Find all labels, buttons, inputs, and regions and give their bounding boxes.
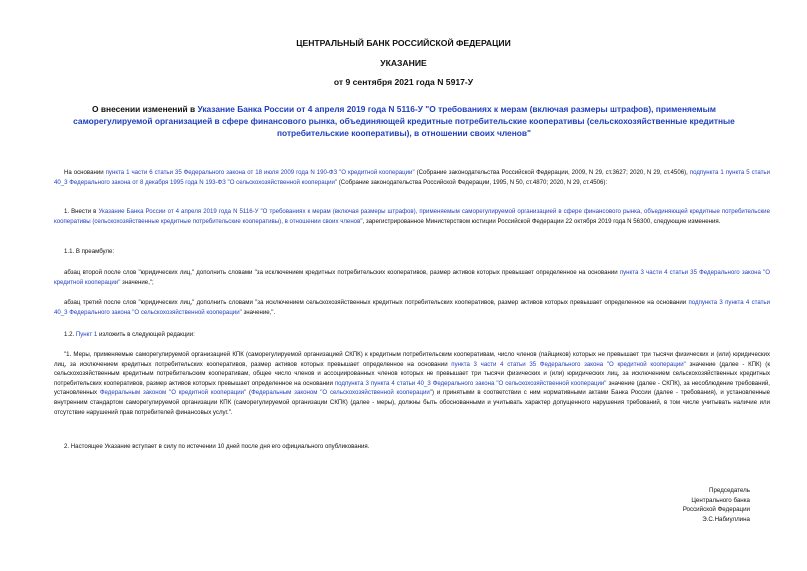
link-fz-credit-coop[interactable]: Федеральным законом "О кредитной кооперации" [99,389,247,397]
signature-block [620,486,750,524]
text: ( [246,389,252,397]
paragraph-1-2 [54,330,770,340]
link-p3-ch4-st35-b[interactable]: пункта 3 части 4 статьи 35 Федерального закона "О кредитной кооперации" [451,360,686,368]
text: 1. Внести в [64,208,99,215]
signature-line: Российской Федерации [682,506,750,514]
signature-line: Председатель [709,487,750,494]
text: абзац второй после слов "юридических лиц," дополнить словами "за исключением кредитных потребительских кооперативов, размер активов которых превышает определенное на основании [64,269,620,276]
document-type: УКАЗАНИЕ [380,58,427,68]
text: значение,". [241,308,276,316]
paragraph-2: 2. Настоящее Указание вступает в силу по истечении 10 дней после дня его официального опубликования. [64,443,370,450]
paragraph-1-1: 1.1. В преамбуле: [64,248,115,255]
subject-text: О внесении изменений в [92,104,198,114]
link-punkt-1[interactable]: Пункт 1 [75,331,98,338]
text: изложить в следующей редакции: [97,331,195,338]
subject-link[interactable]: Указание Банка России от 4 апреля 2019 года N 5116-У "О требованиях к мерам (включая размеры штрафов), применяемым саморегулируемой организацией в сфере финансового рынка, объединяющей кредитные потребительские кооперативы (сельскохозяйственные кредитные потребительские кооперативы), в отношении своих членов" [73,104,735,139]
link-fz-agri-coop[interactable]: Федеральным законом "О сельскохозяйственной кооперации" [251,389,432,397]
document-subject [54,103,754,140]
text: 1.2. [64,331,76,338]
link-p3-ch4-st35[interactable]: пункта 3 части 4 статьи 35 Федерального закона "О кредитной кооперации" [54,269,770,286]
link-law-190fz[interactable]: пункта 1 части 6 статьи 35 Федерального закона от 18 июля 2009 года N 190-ФЗ "О кредитной кооперации" [105,169,415,176]
paragraph-1-1-a [54,268,770,287]
paragraph-1 [54,207,770,226]
paragraph-basis [54,168,770,187]
paragraph-1-1-b [54,298,770,317]
paragraph-new-punkt-1 [54,350,770,417]
link-law-193fz[interactable]: подпункта 1 пункта 5 статьи 40_3 Федерального закона от 8 декабря 1995 года N 193-ФЗ "О сельскохозяйственной кооперации" [54,169,770,186]
text: абзац третий после слов "юридических лиц," дополнить словами "за исключением сельскохозяйственных кредитных потребительских кооперативов, размер активов которых превышает определенное на основании [64,299,689,306]
issuer-heading: ЦЕНТРАЛЬНЫЙ БАНК РОССИЙСКОЙ ФЕДЕРАЦИИ [296,38,511,48]
text: значение (далее - СКПК), за несоблюдение требований, установленных [54,379,771,397]
link-pp3-p4-st40-3[interactable]: подпункта 3 пункта 4 статьи 40_3 Федерального закона "О сельскохозяйственной кооперации" [54,299,770,316]
text: (Собрание законодательства Российской Федерации, 2009, N 29, ст.3627; 2020, N 29, ст.4506), [414,169,690,176]
text: ) и принятыми в соответствии с ним нормативными актами Банка России (далее - требования), и установленные внутренним стандартом саморегулируемой организации КПК (саморегулируемой организации СКПК) (далее - меры), должны быть обоснованными и учитывать характер допущенного нарушения требований, в том числе учитывать наличие или отсутствие нарушений прав потребителей финансовых услуг.". [54,389,770,416]
document-date-number: от 9 сентября 2021 года N 5917-У [333,77,474,87]
signature-line: Центрального банка [691,496,750,504]
signatory-name: Э.С.Набиуллина [702,515,750,523]
link-pp3-p4-st40-3-b[interactable]: подпункта 3 пункта 4 статьи 40_3 Федерального закона "О сельскохозяйственной кооперации" [334,379,607,387]
text: значение,"; [120,278,154,286]
text: значение (далее - КПК) (к сельскохозяйственным кредитным потребительским кооперативам, общее число членов и ассоциированных членов которых не превышает три тысячи физических и (или) юридических лиц, за исключением сельскохозяйственных кредитных потребительских кооперативов, размер активов которых превышает определенное на основании [54,360,770,387]
text: "1. Меры, применяемые саморегулируемой организацией КПК (саморегулируемой организацией СКПК) к кредитным потребительским кооперативам, число членов (пайщиков) которых не превышает три тысячи физических и (или) юридических лиц, за исключением кредитных потребительских кооперативов, размер активов которых превышает определенное на основании [54,351,770,368]
text: На основании [64,169,106,176]
link-ukazanie-5116u[interactable]: Указание Банка России от 4 апреля 2019 года N 5116-У "О требованиях к мерам (включая размеры штрафов), применяемым саморегулируемой организацией в сфере финансового рынка, объединяющей кредитные потребительские кооперативы (сельскохозяйственные кредитные потребительские кооперативы), в отношении своих членов" [54,208,770,225]
text: , зарегистрированное Министерством юстиции Российской Федерации 22 октября 2019 года N 56300, следующие изменения. [362,217,721,225]
text: (Собрание законодательства Российской Федерации, 1995, N 50, ст.4870; 2020, N 29, ст.4506): [337,178,608,186]
